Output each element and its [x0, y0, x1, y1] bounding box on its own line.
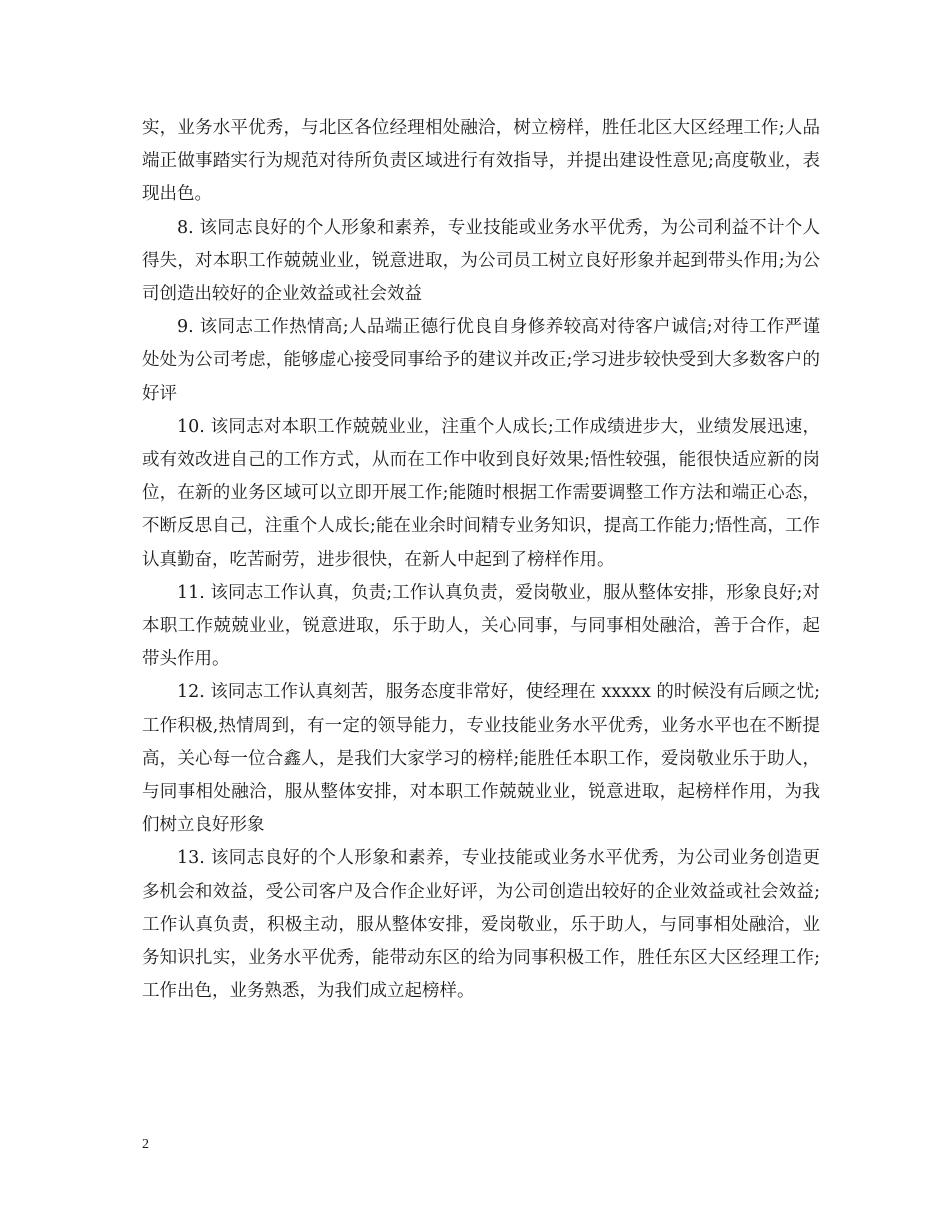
paragraph-item-10: 10. 该同志对本职工作兢兢业业，注重个人成长;工作成绩进步大，业绩发展迅速，或有效改进自己的工作方式，从而在工作中收到良好效果;悟性较强，能很快适应新的岗位，在新的业务区域可以立即开展工作;能随时根据工作需要调整工作方法和端正心态，不断反思自己，注重个人成长;能在业余时间精专业务知识，提高工作能力;悟性高，工作认真勤奋，吃苦耐劳，进步很快，在新人中起到了榜样作用。 [142, 416, 820, 570]
document-body [142, 112, 820, 1008]
paragraph-item-8: 8. 该同志良好的个人形象和素养，专业技能或业务水平优秀，为公司利益不计个人得失，对本职工作兢兢业业，锐意进取，为公司员工树立良好形象并起到带头作用;为公司创造出较好的企业效益或社会效益 [142, 217, 820, 305]
paragraph-continuation: 实，业务水平优秀，与北区各位经理相处融洽，树立榜样，胜任北区大区经理工作;人品端正做事踏实行为规范对待所负责区域进行有效指导，并提出建设性意见;高度敬业，表现出色。 [142, 118, 820, 205]
paragraph-item-12: 12. 该同志工作认真刻苦，服务态度非常好，使经理在 xxxxx 的时候没有后顾之忧;工作积极,热情周到，有一定的领导能力，专业技能业务水平优秀，业务水平也在不断提高，关心每一位合鑫人，是我们大家学习的榜样;能胜任本职工作，爱岗敬业乐于助人，与同事相处融洽，服从整体安排，对本职工作兢兢业业，锐意进取，起榜样作用，为我们树立良好形象 [142, 682, 820, 836]
paragraph-item-11: 11. 该同志工作认真，负责;工作认真负责，爱岗敬业，服从整体安排，形象良好;对本职工作兢兢业业，锐意进取，乐于助人，关心同事，与同事相处融洽，善于合作，起带头作用。 [142, 582, 820, 670]
page-number: 2 [142, 1137, 149, 1152]
paragraph-item-9: 9. 该同志工作热情高;人品端正德行优良自身修养较高对待客户诚信;对待工作严谨处处为公司考虑，能够虚心接受同事给予的建议并改正;学习进步较快受到大多数客户的好评 [142, 317, 820, 404]
paragraph-item-13: 13. 该同志良好的个人形象和素养，专业技能或业务水平优秀，为公司业务创造更多机会和效益，受公司客户及合作企业好评，为公司创造出较好的企业效益或社会效益;工作认真负责，积极主动，服从整体安排，爱岗敬业，乐于助人，与同事相处融洽，业务知识扎实，业务水平优秀，能带动东区的给为同事积极工作，胜任东区大区经理工作;工作出色，业务熟悉，为我们成立起榜样。 [142, 848, 820, 1002]
